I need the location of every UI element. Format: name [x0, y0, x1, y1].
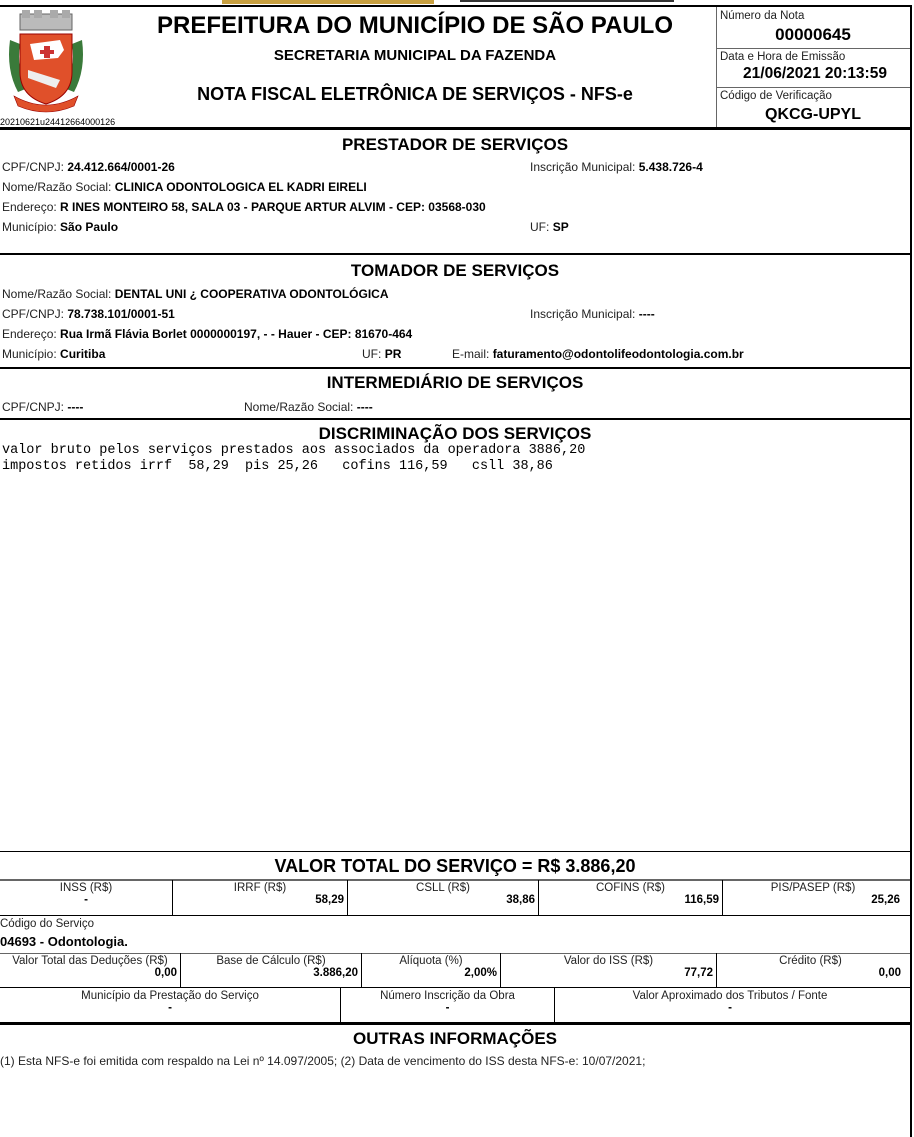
municipio-prestacao-cell — [0, 990, 340, 1014]
tomador-im-label: Inscrição Municipal: — [530, 307, 636, 321]
info-divider-2 — [716, 87, 910, 88]
prestador-municipio-label: Município: — [2, 220, 57, 234]
irrf-cell — [173, 882, 347, 906]
prestador-im: 5.438.726-4 — [638, 160, 703, 174]
tomador-cnpj: 78.738.101/0001-51 — [67, 307, 175, 321]
prefeitura-title: PREFEITURA DO MUNICÍPIO DE SÃO PAULO — [156, 12, 674, 39]
tomador-endereco-label: Endereço: — [2, 327, 57, 341]
tomador-municipio-row — [2, 347, 105, 361]
tomador-im: ---- — [638, 307, 655, 321]
tributos-value: - — [728, 1002, 732, 1014]
intermediario-nome-row — [244, 400, 373, 414]
prestador-endereco-label: Endereço: — [2, 200, 57, 214]
cofins-value: 116,59 — [684, 894, 719, 906]
tomador-endereco: Rua Irmã Flávia Borlet 0000000197, - - Hauer - CEP: 81670-464 — [60, 327, 413, 341]
prestador-endereco: R INES MONTEIRO 58, SALA 03 - PARQUE ARTUR ALVIM - CEP: 03568-030 — [60, 200, 486, 214]
tomador-section-title: TOMADOR DE SERVIÇOS — [350, 261, 560, 280]
total-top-line — [0, 851, 910, 852]
codigo-verificacao-label: Código de Verificação — [720, 90, 832, 102]
tomador-uf: PR — [384, 347, 402, 361]
outras-section-title: OUTRAS INFORMAÇÕES — [353, 1029, 557, 1048]
intermediario-nome: ---- — [356, 400, 373, 414]
credito-value: 0,00 — [878, 967, 901, 979]
data-emissao-label: Data e Hora de Emissão — [720, 51, 846, 63]
aliquota-cell — [362, 955, 500, 979]
inscricao-obra-label: Número Inscrição da Obra — [380, 990, 515, 1002]
codigo-verificacao-value: QKCG-UPYL — [765, 106, 861, 123]
valor-iss-label: Valor do ISS (R$) — [563, 955, 654, 967]
intermediario-section-title: INTERMEDIÁRIO DE SERVIÇOS — [326, 373, 584, 392]
aliquota-label: Alíquota (%) — [399, 955, 463, 967]
tributos-cell — [555, 990, 905, 1014]
base-calculo-label: Base de Cálculo (R$) — [216, 955, 326, 967]
intermediario-cnpj: ---- — [67, 400, 84, 414]
municipio-prestacao-value: - — [168, 1002, 172, 1014]
tomador-endereco-row — [2, 327, 412, 341]
frame-right-line — [910, 5, 912, 1137]
prestador-nome-label: Nome/Razão Social: — [2, 180, 112, 194]
valor-iss-cell — [501, 955, 716, 979]
retencoes-bottom-line — [0, 915, 910, 916]
outras-informacoes-text: (1) Esta NFS-e foi emitida com respaldo na Lei nº 14.097/2005; (2) Data de vencimento do ISS desta NFS-e: 10/07/2021; — [0, 1054, 646, 1068]
csll-label: CSLL (R$) — [416, 882, 470, 894]
tomador-nome-row — [2, 287, 389, 301]
valor-iss-value: 77,72 — [684, 967, 713, 979]
tomador-im-row — [530, 307, 655, 321]
prestador-cnpj: 24.412.664/0001-26 — [67, 160, 175, 174]
prestador-uf-row — [530, 220, 569, 234]
pis-cell — [723, 882, 903, 906]
csll-value: 38,86 — [506, 894, 535, 906]
extras-bottom-line — [0, 1022, 910, 1025]
credito-cell — [717, 955, 904, 979]
deducoes-cell — [0, 955, 180, 979]
tomador-email-row — [452, 347, 744, 361]
tomador-uf-label: UF: — [362, 347, 382, 361]
inscricao-obra-cell — [341, 990, 554, 1014]
retencoes-top-line — [0, 879, 910, 881]
tomador-municipio-label: Município: — [2, 347, 57, 361]
pis-label: PIS/PASEP (R$) — [770, 882, 856, 894]
cofins-label: COFINS (R$) — [596, 882, 665, 894]
inss-value: - — [84, 894, 88, 906]
tomador-nome: DENTAL UNI ¿ COOPERATIVA ODONTOLÓGICA — [114, 287, 389, 301]
secretaria-subtitle: SECRETARIA MUNICIPAL DA FAZENDA — [273, 47, 557, 64]
pis-value: 25,26 — [871, 894, 900, 906]
document-code: 20210621u24412664000126 — [0, 117, 116, 127]
base-calculo-value: 3.886,20 — [313, 967, 358, 979]
data-emissao-value: 21/06/2021 20:13:59 — [743, 65, 887, 82]
top-accent-bar — [222, 0, 434, 4]
municipio-prestacao-label: Município da Prestação do Serviço — [81, 990, 259, 1002]
header-bottom-line — [0, 127, 910, 130]
codigo-servico-value: 04693 - Odontologia. — [0, 934, 128, 949]
cofins-cell — [539, 882, 722, 906]
intermediario-cnpj-row — [2, 400, 83, 414]
tomador-cnpj-label: CPF/CNPJ: — [2, 307, 65, 321]
prestador-im-label: Inscrição Municipal: — [530, 160, 636, 174]
codigo-servico-label: Código do Serviço — [0, 918, 94, 930]
csll-cell — [348, 882, 538, 906]
top-dark-bar — [460, 0, 674, 2]
frame-top-line — [0, 5, 912, 7]
calculo-bottom-line — [0, 987, 910, 988]
tomador-uf-row — [362, 347, 401, 361]
prestador-cnpj-row — [2, 160, 175, 174]
irrf-label: IRRF (R$) — [233, 882, 287, 894]
prestador-municipio-row — [2, 220, 118, 234]
prestador-cnpj-label: CPF/CNPJ: — [2, 160, 65, 174]
discriminacao-line-1: valor bruto pelos serviços prestados aos associados da operadora 3886,20 — [2, 443, 586, 458]
tomador-email-label: E-mail: — [452, 347, 490, 361]
tomador-cnpj-row — [2, 307, 175, 321]
credito-label: Crédito (R$) — [779, 955, 842, 967]
info-divider-1 — [716, 48, 910, 49]
sao-paulo-crest-logo — [4, 10, 88, 115]
nfse-title: NOTA FISCAL ELETRÔNICA DE SERVIÇOS - NFS-e — [197, 84, 633, 104]
intermediario-nome-label: Nome/Razão Social: — [244, 400, 354, 414]
deducoes-label: Valor Total das Deduções (R$) — [12, 955, 168, 967]
tributos-label: Valor Aproximado dos Tributos / Fonte — [632, 990, 828, 1002]
tomador-email: faturamento@odontolifeodontologia.com.br — [492, 347, 744, 361]
prestador-im-row — [530, 160, 703, 174]
tomador-bottom-line — [0, 367, 910, 369]
numero-nota-value: 00000645 — [775, 25, 851, 44]
prestador-uf-label: UF: — [530, 220, 550, 234]
deducoes-value: 0,00 — [154, 967, 177, 979]
prestador-nome-row — [2, 180, 367, 194]
intermediario-cnpj-label: CPF/CNPJ: — [2, 400, 65, 414]
inscricao-obra-value: - — [445, 1002, 450, 1014]
prestador-municipio: São Paulo — [60, 220, 119, 234]
prestador-endereco-row — [2, 200, 486, 214]
prestador-uf: SP — [552, 220, 569, 234]
tomador-municipio: Curitiba — [60, 347, 106, 361]
prestador-section-title: PRESTADOR DE SERVIÇOS — [341, 135, 569, 154]
tomador-nome-label: Nome/Razão Social: — [2, 287, 112, 301]
intermediario-bottom-line — [0, 418, 910, 420]
inss-label: INSS (R$) — [59, 882, 113, 894]
numero-nota-label: Número da Nota — [720, 10, 805, 22]
inss-cell — [0, 882, 172, 906]
aliquota-value: 2,00% — [464, 967, 497, 979]
calculo-top-line — [0, 953, 910, 954]
discriminacao-line-2: impostos retidos irrf 58,29 pis 25,26 cofins 116,59 csll 38,86 — [2, 459, 553, 474]
irrf-value: 58,29 — [315, 894, 344, 906]
prestador-nome: CLINICA ODONTOLOGICA EL KADRI EIRELI — [114, 180, 367, 194]
valor-total-title: VALOR TOTAL DO SERVIÇO = R$ 3.886,20 — [274, 856, 636, 876]
discriminacao-section-title: DISCRIMINAÇÃO DOS SERVIÇOS — [318, 424, 592, 443]
prestador-bottom-line — [0, 253, 910, 255]
base-calculo-cell — [181, 955, 361, 979]
